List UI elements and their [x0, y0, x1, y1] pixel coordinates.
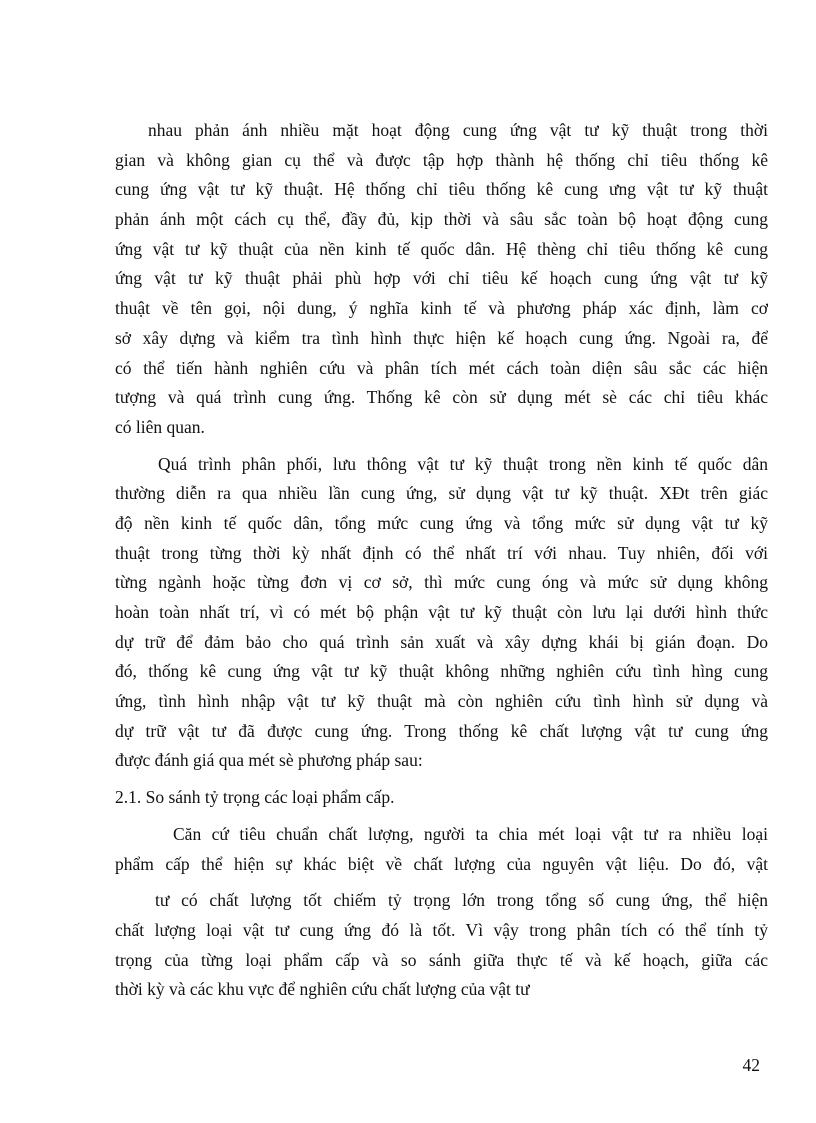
paragraph-line: ứng, tình hình nhập vật tư kỹ thuật mà còn nghiên cứu tình hình sử dụng và: [115, 691, 768, 712]
paragraph-gap: [148, 776, 768, 783]
page-number: 42: [742, 1055, 760, 1075]
paragraph-line: Quá trình phân phối, lưu thông vật tư kỹ thuật trong nền kinh tế quốc dân: [158, 453, 768, 474]
paragraph-gap: [148, 443, 768, 450]
paragraph-line: có thể tiến hành nghiên cứu và phân tích mét cách toàn diện sâu sắc các hiện: [115, 357, 768, 378]
paragraph-line: ứng vật tư kỹ thuật của nền kinh tế quốc dân. Hệ thèng chỉ tiêu thống kê cung: [115, 238, 768, 259]
paragraph-line: được đánh giá qua mét sè phương pháp sau:: [115, 750, 423, 771]
paragraph-line: đó, thống kê cung ứng vật tư kỹ thuật không những nghiên cứu tình hìng cung: [115, 661, 768, 682]
paragraph-line: thuật về tên gọi, nội dung, ý nghĩa kinh tế và phương pháp xác định, làm cơ: [115, 298, 768, 319]
paragraph-1: [115, 116, 768, 443]
paragraph-line: dự trữ để đảm bảo cho quá trình sản xuất và xây dựng khái bị gián đoạn. Do: [115, 631, 768, 652]
paragraph-line: từng ngành hoặc từng đơn vị cơ sở, thì mức cung óng và mức sử dụng không: [115, 572, 768, 593]
paragraph-line: cung ứng vật tư kỹ thuật. Hệ thống chỉ tiêu thống kê cung ưng vật tư kỹ thuật: [115, 179, 768, 200]
paragraph-3: [115, 820, 768, 879]
paragraph-line: chất lượng loại vật tư cung ứng đó là tốt. Vì vậy trong phân tích có thể tính tỷ: [115, 919, 768, 940]
paragraph-line: ứng vật tư kỹ thuật phải phù hợp với chỉ tiêu kế hoạch cung ứng vật tư kỹ: [115, 268, 768, 289]
page-body: [115, 116, 768, 1005]
paragraph-line: độ nền kinh tế quốc dân, tổng mức cung ứng và tổng mức sử dụng vật tư kỹ: [115, 512, 768, 533]
section-heading: 2.1. So sánh tỷ trọng các loại phẩm cấp.: [115, 787, 395, 808]
paragraph-line: thuật trong từng thời kỳ nhất định có thể nhất trí với nhau. Tuy nhiên, đối với: [115, 542, 768, 563]
paragraph-gap: [148, 879, 768, 886]
paragraph-line: dự trữ vật tư đã được cung ứng. Trong thống kê chất lượng vật tư cung ứng: [115, 720, 768, 741]
paragraph-line: trọng của từng loại phẩm cấp và so sánh giữa thực tế và kế hoạch, giữa các: [115, 949, 768, 970]
paragraph-line: tư có chất lượng tốt chiếm tỷ trọng lớn trong tổng số cung ứng, thể hiện: [155, 890, 768, 911]
paragraph-4: [115, 886, 768, 1005]
paragraph-line: gian và không gian cụ thể và được tập hợp thành hệ thống chỉ tiêu thống kê: [115, 149, 768, 170]
paragraph-line: thời kỳ và các khu vực để nghiên cứu chất lượng của vật tư: [115, 979, 530, 1000]
paragraph-line: tượng và quá trình cung ứng. Thống kê còn sử dụng mét sè các chỉ tiêu khác: [115, 387, 768, 408]
paragraph-line: phản ánh một cách cụ thể, đầy đủ, kịp thời và sâu sắc toàn bộ hoạt động cung: [115, 209, 768, 230]
paragraph-line: Căn cứ tiêu chuẩn chất lượng, người ta chia mét loại vật tư ra nhiều loại: [173, 823, 768, 844]
paragraph-line: có liên quan.: [115, 416, 205, 437]
paragraph-line: hoàn toàn nhất trí, vì có mét bộ phận vật tư kỹ thuật còn lưu lại dưới hình thức: [115, 602, 768, 622]
paragraph-line: sở xây dựng và kiểm tra tình hình thực hiện kế hoạch cung ứng. Ngoài ra, để: [115, 327, 768, 348]
paragraph-line: nhau phản ánh nhiều mặt hoạt động cung ứng vật tư kỹ thuật trong thời: [148, 120, 768, 140]
paragraph-line: phẩm cấp thể hiện sự khác biệt về chất lượng của nguyên vật liệu. Do đó, vật: [115, 853, 768, 874]
paragraph-line: thường diễn ra qua nhiều lần cung ứng, sử dụng vật tư kỹ thuật. XĐt trên giác: [115, 483, 768, 504]
paragraph-2: [115, 450, 768, 777]
paragraph-gap: [148, 813, 768, 820]
